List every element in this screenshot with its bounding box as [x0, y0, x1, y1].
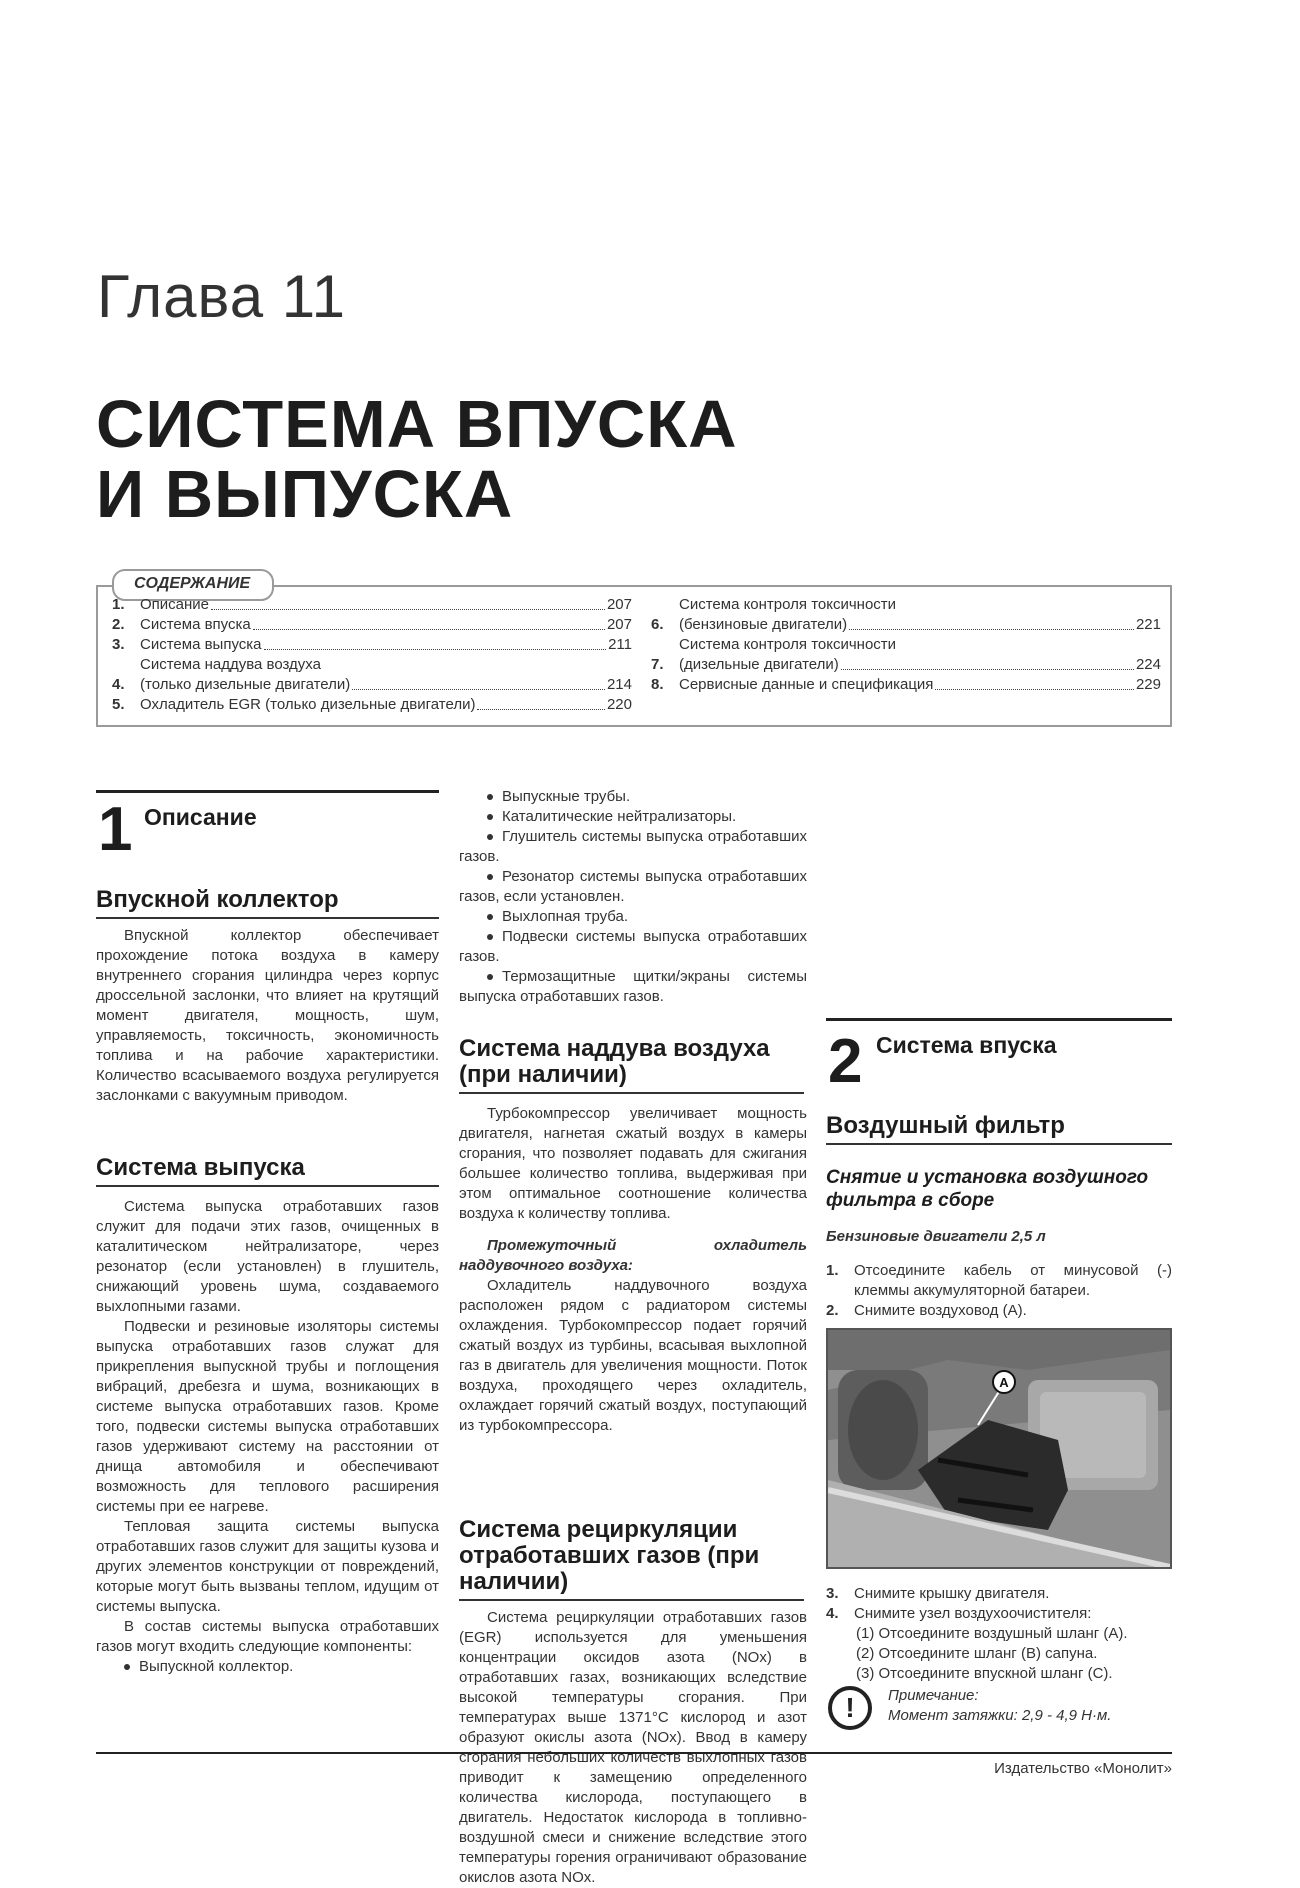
toc-item-text: Система наддува воздуха [140, 656, 321, 673]
list-item: Выпускные трубы. [459, 787, 807, 807]
toc-item-number: 1. [112, 596, 125, 613]
subheading-egr-system: Система рециркуляции отработавших газов (при наличии) [459, 1517, 804, 1601]
bullet-icon [487, 834, 493, 840]
toc-item [651, 675, 1161, 695]
bullet-icon [487, 974, 493, 980]
list-item: Глушитель системы выпуска отработавших газов. [459, 828, 807, 865]
page-title [96, 387, 738, 532]
engine-steps [826, 1227, 1172, 1321]
toc-item-page: 211 [608, 636, 632, 653]
title-line-2: И ВЫПУСКА [96, 457, 514, 532]
paragraph: Охладитель наддувочного воздуха расположен рядом с радиатором системы охлаждения. Турбокомпрессор подает горячий сжатый воздух из турбины, всасывая выхлопной газ в двигатель для увеличения мощности. Поток воздуха, проходящего через охладитель, охлаждает горячий сжатый воздух, поступающий из турбокомпрессора. [459, 1277, 807, 1434]
toc-item-text: Система выпуска [140, 636, 262, 653]
table-of-contents [96, 575, 1172, 727]
section-number: 2 [828, 1027, 863, 1096]
toc-item-number: 4. [112, 676, 125, 693]
chapter-label: Глава 11 [97, 263, 347, 330]
toc-item-page: 220 [606, 696, 632, 713]
section-number: 1 [98, 795, 133, 864]
subheading-intake-manifold: Впускной коллектор [96, 887, 439, 919]
toc-item-page: 207 [606, 596, 632, 613]
steps-list [826, 1261, 1172, 1321]
toc-right-column [651, 595, 1161, 695]
list-item: Термозащитные щитки/экраны системы выпуска отработавших газов. [459, 968, 807, 1005]
toc-item [112, 615, 632, 635]
paragraph: Турбокомпрессор увеличивает мощность двигателя, нагнетая сжатый воздух в камеры сгорания, что позволяет подавать для сжигания большее количество топлива, выдерживая при этом оптимальное соотношение количества воздуха к количеству топлива. [459, 1105, 807, 1222]
intake-manifold-text [96, 926, 439, 1106]
egr-text [459, 1608, 807, 1888]
toc-item-number: 3. [112, 636, 125, 653]
turbo-text [459, 1104, 807, 1436]
paragraph: Впускной коллектор обеспечивает прохождение потока воздуха в камеру внутреннего сгорания цилиндра через корпус дроссельной заслонки, что влияет на крутящий момент двигателя, мощность, шум, управляемость, токсичность, экономичность топлива и на рабочие характеристики. Количество всасываемого воздуха регулируется заслонками с вакуумным приводом. [96, 927, 439, 1104]
toc-item-page: 207 [606, 616, 632, 633]
paragraph: В состав системы выпуска отработавших газов могут входить следующие компоненты: [96, 1618, 439, 1655]
components-list [96, 1657, 439, 1677]
note-label: Примечание: [888, 1687, 979, 1704]
toc-item-number: 8. [651, 676, 664, 693]
paragraph: Подвески и резиновые изоляторы системы выпуска отработавших газов служат для прикрепления выпускной трубы и поглощения вибраций, дребезга и шума, возникающих в системе выпуска отработавших газов. Кроме того, подвески системы выпуска отработавших газов удерживают систему на расстоянии от днища автомобиля и обеспечивают возможность для теплового расширения системы при ее нагреве. [96, 1318, 439, 1515]
toc-left-column [112, 595, 632, 715]
toc-item-text: (бензиновые двигатели) [679, 616, 848, 633]
paragraph: Система рециркуляции отработавших газов (EGR) используется для уменьшения концентрации оксидов азота (NOx) в отработавших газах, возникающих вследствие высокой температуры сгорания. При температурах выше 1371°С кислород и азот образуют окислы азота (NOx). Ввод в камеру сгорания небольших количеств выхлопных газов приводит к замещению определенного количества кислорода, поступающего в двигатель. Недостаток кислорода в топливно-воздушной смеси и снижение вследствие этого температуры горения ограничивают образование окислов азота NOx. [459, 1609, 807, 1886]
substeps-list [826, 1624, 1172, 1684]
steps-list [826, 1584, 1172, 1624]
procedure-heading: Снятие и установка воздушного фильтра в сборе [826, 1167, 1149, 1211]
toc-item-text: Система впуска [140, 616, 251, 633]
toc-item-page: 214 [606, 676, 632, 693]
step: 3. Снимите крышку двигателя. [826, 1585, 1050, 1602]
substep: (3) Отсоедините впускной шланг (С). [856, 1665, 1113, 1682]
step: 2. Снимите воздуховод (А). [826, 1302, 1027, 1319]
toc-item [651, 635, 1161, 675]
list-item: Каталитические нейтрализаторы. [459, 807, 807, 827]
toc-item-number: 2. [112, 616, 125, 633]
bullet-icon [487, 814, 493, 820]
toc-item-page: 221 [1135, 616, 1161, 633]
section-1-header [96, 790, 439, 864]
engine-steps-continued [826, 1584, 1172, 1684]
toc-item-number: 6. [651, 616, 664, 633]
section-title: Система впуска [876, 1032, 1057, 1058]
footer-rule [96, 1752, 1172, 1754]
toc-item-text: Описание [140, 596, 210, 613]
section-title: Описание [144, 804, 257, 830]
components-continued [459, 787, 807, 1007]
toc-item-text: Сервисные данные и спецификация [679, 676, 934, 693]
engine-photo [826, 1328, 1172, 1569]
bullet-icon [487, 934, 493, 940]
toc-item-page: 224 [1135, 656, 1161, 673]
paragraph: Система выпуска отработавших газов служит для подачи этих газов, очищенных в каталитическом нейтрализаторе, через резонатор (если установлен) в глушитель, снижающий уровень шума, создаваемого выхлопными газами. [96, 1198, 439, 1315]
photo-callout-label: A [999, 1375, 1009, 1390]
components-list-continued [459, 787, 807, 1007]
note-text: Момент затяжки: 2,9 - 4,9 Н·м. [888, 1707, 1112, 1724]
note [888, 1686, 1111, 1726]
engine-heading: Бензиновые двигатели 2,5 л [826, 1228, 1046, 1245]
exhaust-system-text [96, 1197, 439, 1677]
section-2-header [826, 1018, 1172, 1096]
bullet-icon [487, 914, 493, 920]
step: 4. Снимите узел воздухоочистителя: [826, 1605, 1092, 1622]
step: 1. Отсоедините кабель от минусовой (-) клеммы аккумуляторной батареи. [826, 1262, 1172, 1299]
toc-item [112, 595, 632, 615]
list-item: Подвески системы выпуска отработавших газов. [459, 928, 807, 965]
toc-item-text: (только дизельные двигатели) [140, 676, 351, 693]
publisher-footer: Издательство «Монолит» [994, 1760, 1172, 1777]
title-line-1: СИСТЕМА ВПУСКА [96, 387, 738, 462]
toc-item-page: 229 [1135, 676, 1161, 693]
warning-icon: ! [828, 1686, 872, 1730]
substep: (2) Отсоедините шланг (В) сапуна. [856, 1645, 1098, 1662]
list-item: Выхлопная труба. [459, 907, 807, 927]
toc-item-text: Система контроля токсичности [679, 596, 897, 613]
paragraph: Тепловая защита системы выпуска отработавших газов служит для защиты кузова и других элементов конструкции от повреждений, которые могут быть вызваны теплом, идущим от системы выпуска. [96, 1518, 439, 1615]
intercooler-heading: Промежуточный охладитель наддувочного воздуха: [459, 1237, 807, 1274]
toc-item-number: 7. [651, 656, 664, 673]
bullet-icon [487, 874, 493, 880]
substep: (1) Отсоедините воздушный шланг (А). [856, 1625, 1128, 1642]
bullet-icon [487, 794, 493, 800]
bullet-icon [124, 1664, 130, 1670]
toc-item [112, 695, 632, 715]
subheading-air-filter: Воздушный фильтр [826, 1113, 1172, 1145]
toc-item-text: Система контроля токсичности [679, 636, 897, 653]
subheading-turbo-system: Система наддува воздуха (при наличии) [459, 1036, 804, 1094]
subheading-exhaust-system: Система выпуска [96, 1155, 439, 1187]
toc-label: СОДЕРЖАНИЕ [112, 569, 274, 601]
toc-item [651, 595, 1161, 635]
toc-item [112, 635, 632, 655]
engine-photo-illustration [828, 1330, 1170, 1567]
toc-item-text: (дизельные двигатели) [679, 656, 839, 673]
toc-item-text: Охладитель EGR (только дизельные двигатели) [140, 696, 476, 713]
list-item: Резонатор системы выпуска отработавших газов, если установлен. [459, 868, 807, 905]
toc-item-number: 5. [112, 696, 125, 713]
toc-item [112, 655, 632, 695]
list-item: Выпускной коллектор. [96, 1657, 439, 1677]
